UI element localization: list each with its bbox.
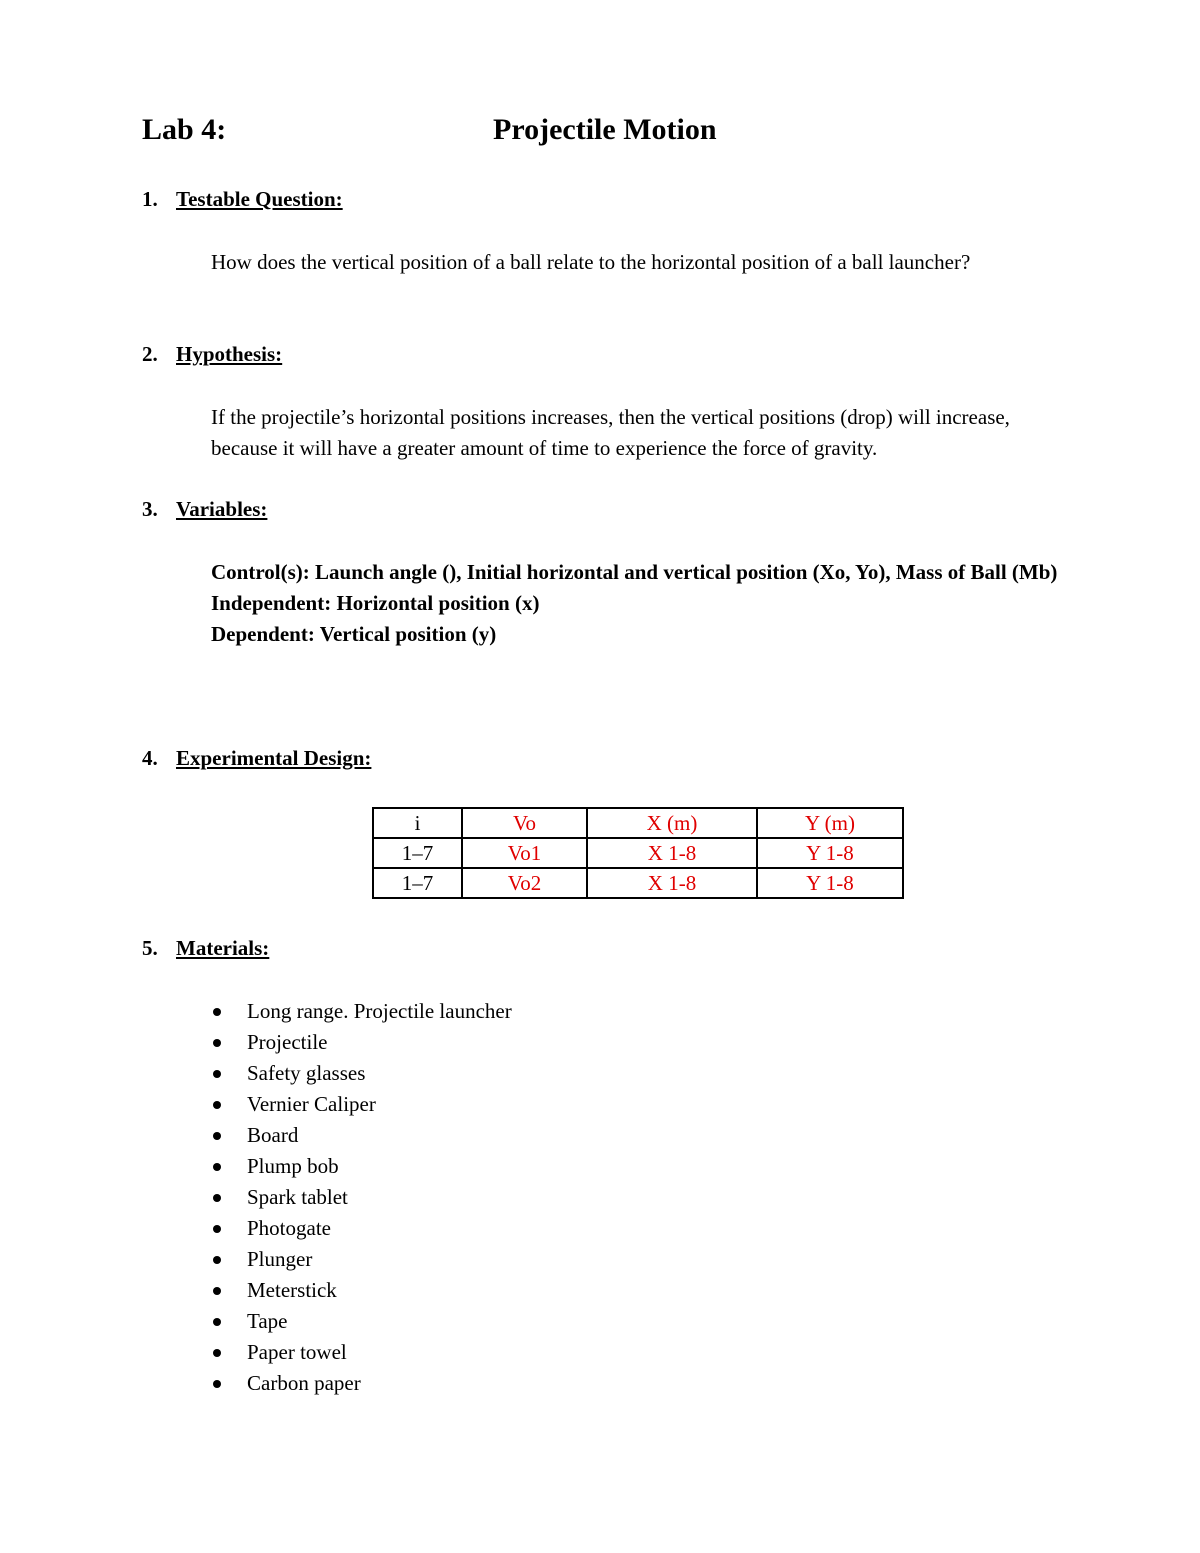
section-number: 3. <box>142 497 158 521</box>
control-variables: Control(s): Launch angle (), Initial horizontal and vertical position (Xo, Yo), Mass of Ball (Mb) <box>211 560 1058 584</box>
section-heading-experimental-design <box>142 746 371 771</box>
table-cell: X 1-8 <box>587 868 757 898</box>
dependent-variable: Dependent: Vertical position (y) <box>211 622 497 646</box>
table-header-row <box>373 808 903 838</box>
header-cell-i: i <box>373 808 462 838</box>
list-item <box>211 1213 512 1244</box>
section-heading-materials <box>142 936 269 961</box>
section-title: Materials: <box>176 936 270 960</box>
section-title: Experimental Design: <box>176 746 372 770</box>
table-cell: Vo2 <box>462 868 587 898</box>
bullet-icon <box>213 1256 221 1264</box>
list-item <box>211 1058 512 1089</box>
section-number: 2. <box>142 342 158 366</box>
header-cell-x: X (m) <box>587 808 757 838</box>
lab-number-title: Lab 4: <box>142 113 227 146</box>
material-label: Plump bob <box>247 1154 339 1178</box>
list-item <box>211 1182 512 1213</box>
list-item <box>211 1337 512 1368</box>
list-item <box>211 996 512 1027</box>
bullet-icon <box>213 1163 221 1171</box>
list-item <box>211 1244 512 1275</box>
bullet-icon <box>213 1225 221 1233</box>
list-item <box>211 1151 512 1182</box>
section-title: Hypothesis: <box>176 342 283 366</box>
table-cell: Y 1-8 <box>757 838 903 868</box>
table-cell: Vo1 <box>462 838 587 868</box>
list-item <box>211 1027 512 1058</box>
bullet-icon <box>213 1318 221 1326</box>
material-label: Safety glasses <box>247 1061 366 1085</box>
experimental-design-table <box>372 807 904 899</box>
section-number: 5. <box>142 936 158 960</box>
material-label: Board <box>247 1123 299 1147</box>
material-label: Meterstick <box>247 1278 337 1302</box>
list-item <box>211 1306 512 1337</box>
list-item <box>211 1089 512 1120</box>
material-label: Paper towel <box>247 1340 347 1364</box>
table-cell: 1–7 <box>373 868 462 898</box>
bullet-icon <box>213 1287 221 1295</box>
hypothesis-text: If the projectile’s horizontal positions increases, then the vertical positions (drop) will increase, because it will have a greater amount of time to experience the force of gravity. <box>211 405 1010 460</box>
table-row <box>373 868 903 898</box>
section-title: Testable Question: <box>176 187 343 211</box>
material-label: Photogate <box>247 1216 331 1240</box>
list-item <box>211 1275 512 1306</box>
table-cell: X 1-8 <box>587 838 757 868</box>
testable-question-text: How does the vertical position of a ball relate to the horizontal position of a ball launcher? <box>211 250 971 274</box>
list-item <box>211 1368 512 1399</box>
table-row <box>373 838 903 868</box>
independent-variable: Independent: Horizontal position (x) <box>211 591 540 615</box>
bullet-icon <box>213 1039 221 1047</box>
variables-block <box>211 557 1061 650</box>
material-label: Tape <box>247 1309 288 1333</box>
bullet-icon <box>213 1194 221 1202</box>
section-heading-hypothesis <box>142 342 282 367</box>
section-title: Variables: <box>176 497 268 521</box>
section-heading-variables <box>142 497 267 522</box>
bullet-icon <box>213 1380 221 1388</box>
section-number: 4. <box>142 746 158 770</box>
table-cell: Y 1-8 <box>757 868 903 898</box>
table-cell: 1–7 <box>373 838 462 868</box>
bullet-icon <box>213 1132 221 1140</box>
material-label: Projectile <box>247 1030 328 1054</box>
material-label: Long range. Projectile launcher <box>247 999 512 1023</box>
document-title: Projectile Motion <box>493 113 717 146</box>
section-number: 1. <box>142 187 158 211</box>
header-cell-y: Y (m) <box>757 808 903 838</box>
section-heading-testable-question <box>142 187 343 212</box>
header-cell-vo: Vo <box>462 808 587 838</box>
material-label: Vernier Caliper <box>247 1092 376 1116</box>
bullet-icon <box>213 1101 221 1109</box>
material-label: Plunger <box>247 1247 313 1271</box>
material-label: Spark tablet <box>247 1185 348 1209</box>
list-item <box>211 1120 512 1151</box>
materials-list <box>211 996 512 1399</box>
bullet-icon <box>213 1008 221 1016</box>
bullet-icon <box>213 1070 221 1078</box>
bullet-icon <box>213 1349 221 1357</box>
material-label: Carbon paper <box>247 1371 361 1395</box>
